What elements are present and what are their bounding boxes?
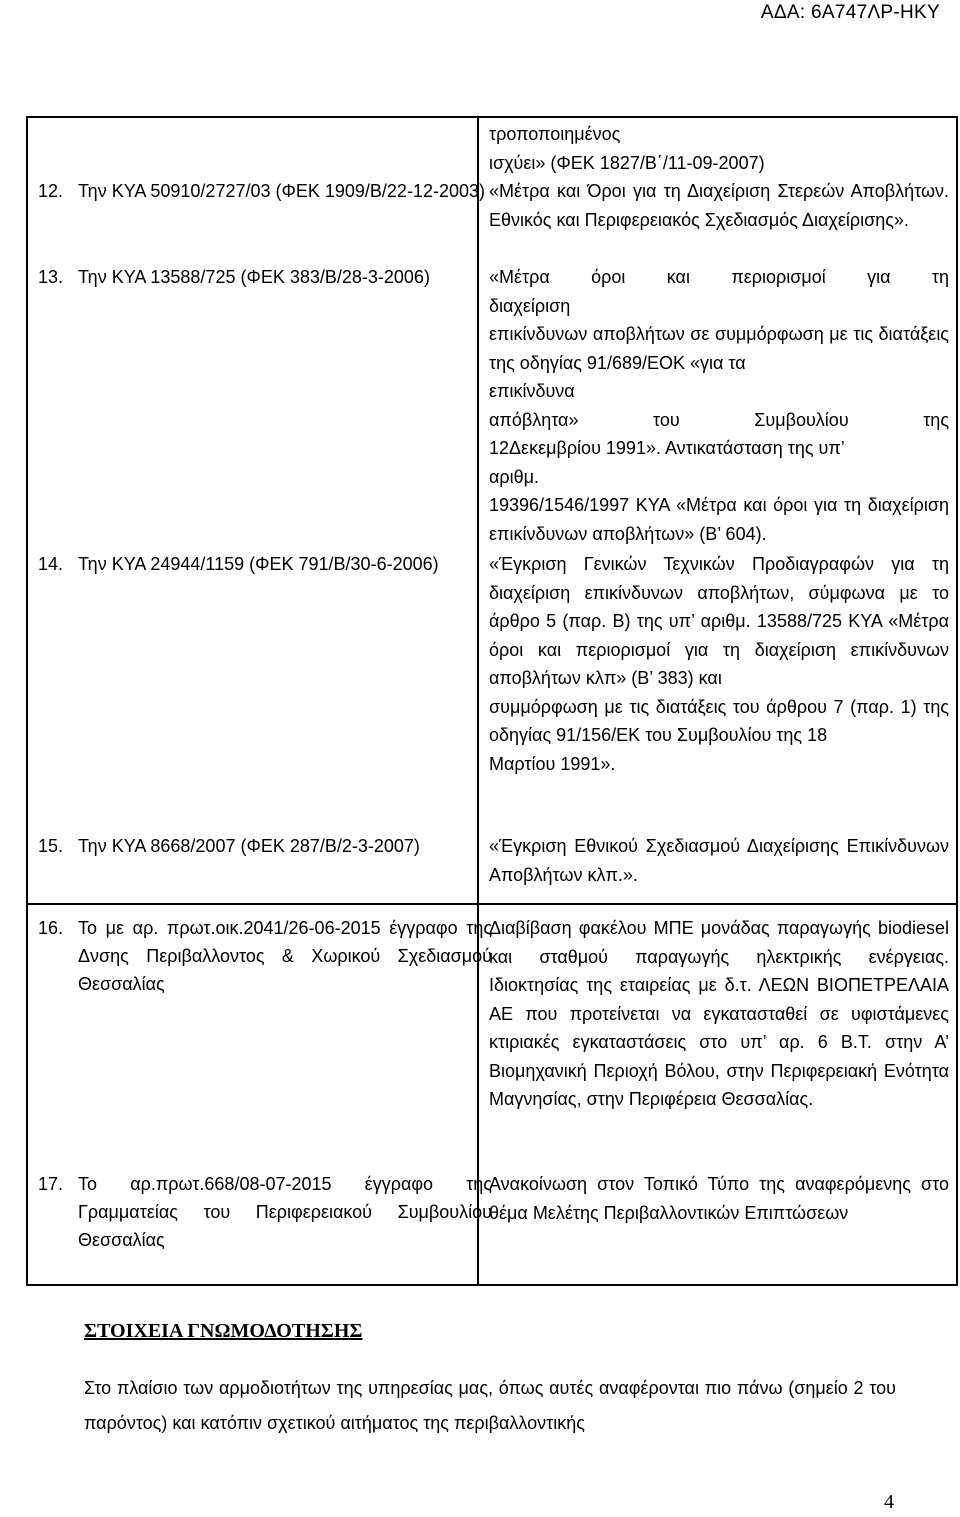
row-number: 13. xyxy=(38,267,64,287)
page-number: 4 xyxy=(884,1491,894,1513)
right-line: απόβλητα» του Συμβουλίου της xyxy=(489,409,949,430)
right-line: τροποποιημένος xyxy=(489,124,621,144)
column-divider-left xyxy=(26,118,28,1284)
right-line: Ανακοίνωση στον Τοπικό Τύπο της αναφερόμενης στο θέμα Μελέτης Περιβαλλοντικών Επιπτώσεων xyxy=(489,1174,949,1223)
right-line: Μαρτίου 1991». xyxy=(489,753,616,774)
right-line: «Έγκριση Γενικών Τεχνικών Προδιαγραφών για τη διαχείριση επικίνδυνων αποβλήτων, σύμφωνα με το άρθρο 5 (παρ. Β) της υπ’ αριθμ. 13588/725 ΚΥΑ «Μέτρα όροι και περιορισμοί για τη διαχείριση επικίνδυνων αποβλήτων κλπ» (Β’ 383) και xyxy=(489,554,949,688)
left-cell: Την ΚΥΑ 24944/1159 (ΦΕΚ 791/Β/30-6-2006) xyxy=(78,554,439,574)
right-line: 19396/1546/1997 ΚΥΑ «Μέτρα και όροι για τη διαχείριση επικίνδυνων αποβλήτων» (Β’ 604). xyxy=(489,495,949,544)
right-line: διαχείριση xyxy=(489,295,571,316)
right-cell xyxy=(489,550,949,778)
right-line: ισχύει» (ΦΕΚ 1827/Β΄/11-09-2007) xyxy=(489,152,765,173)
left-cell: Το με αρ. πρωτ.οικ.2041/26-06-2015 έγγραφο της Δνσης Περιβαλλοντος & Χωρικού Σχεδιασμού Θεσσαλίας xyxy=(78,918,492,994)
right-line: επικίνδυνων αποβλήτων σε συμμόρφωση με τις διατάξεις της οδηγίας 91/689/ΕΟΚ «για τα xyxy=(489,324,949,373)
right-cell xyxy=(489,914,949,1114)
right-line: «Έγκριση Εθνικού Σχεδιασμού Διαχείρισης Επικίνδυνων Αποβλήτων κλπ.». xyxy=(489,836,949,885)
column-divider-middle xyxy=(477,118,479,1284)
right-cell xyxy=(489,120,949,177)
right-line: επικίνδυνα xyxy=(489,381,575,401)
left-cell: Το αρ.πρωτ.668/08-07-2015 έγγραφο της Γραμματείας του Περιφερειακού Συμβουλίου Θεσσαλίας xyxy=(78,1174,492,1250)
section-title: ΣΤΟΙΧΕΙΑ ΓΝΩΜΟΔΟΤΗΣΗΣ xyxy=(84,1320,363,1342)
row-divider xyxy=(26,903,958,905)
row-number: 15. xyxy=(38,836,64,856)
references-table xyxy=(26,116,958,1286)
row-number: 12. xyxy=(38,181,64,201)
right-cell xyxy=(489,263,949,548)
left-cell: Την ΚΥΑ 50910/2727/03 (ΦΕΚ 1909/Β/22-12-2003) xyxy=(78,181,485,201)
section-body: Στο πλαίσιο των αρμοδιοτήτων της υπηρεσίας μας, όπως αυτές αναφέρονται πιο πάνω (σημείο 2 του παρόντος) και κατόπιν σχετικού αιτήματος της περιβαλλοντικής xyxy=(84,1378,896,1433)
row-number: 17. xyxy=(38,1174,64,1194)
row-number: 16. xyxy=(38,918,64,938)
right-cell xyxy=(489,1170,949,1227)
left-cell: Την ΚΥΑ 13588/725 (ΦΕΚ 383/Β/28-3-2006) xyxy=(78,267,430,287)
right-line: Διαβίβαση φακέλου ΜΠΕ μονάδας παραγωγής biodiesel και σταθμού παραγωγής ηλεκτρικής ενέργειας. Ιδιοκτησίας της εταιρείας με δ.τ. ΛΕΩΝ ΒΙΟΠΕΤΡΕΛΑΙΑ ΑΕ που προτείνεται να εγκατασταθεί σε υφιστάμενες κτιριακές εγκαταστάσεις στο υπ’ αρ. 6 Β.Τ. στην Α’ Βιομηχανική Περιοχή Βόλου, στην Περιφερειακή Ενότητα Μαγνησίας, στην Περιφέρεια Θεσσαλίας. xyxy=(489,918,949,1109)
left-cell: Την ΚΥΑ 8668/2007 (ΦΕΚ 287/Β/2-3-2007) xyxy=(78,836,420,856)
right-line: αριθμ. xyxy=(489,466,540,487)
right-cell xyxy=(489,832,949,889)
right-cell xyxy=(489,177,949,234)
row-number: 14. xyxy=(38,554,64,574)
column-divider-right xyxy=(956,118,958,1284)
right-line: «Μέτρα όροι και περιορισμοί για τη xyxy=(489,267,949,287)
right-line: «Μέτρα και Όροι για τη Διαχείριση Στερεών Αποβλήτων. Εθνικός και Περιφερειακός Σχεδιασμός Διαχείρισης». xyxy=(489,181,949,230)
right-line: 12Δεκεμβρίου 1991». Αντικατάσταση της υπ’ xyxy=(489,438,845,458)
ada-code: ΑΔΑ: 6Α747ΛΡ-ΗΚΥ xyxy=(760,2,940,23)
right-line: συμμόρφωση με τις διατάξεις του άρθρου 7 (παρ. 1) της οδηγίας 91/156/ΕΚ του Συμβουλίου της 18 xyxy=(489,696,949,745)
